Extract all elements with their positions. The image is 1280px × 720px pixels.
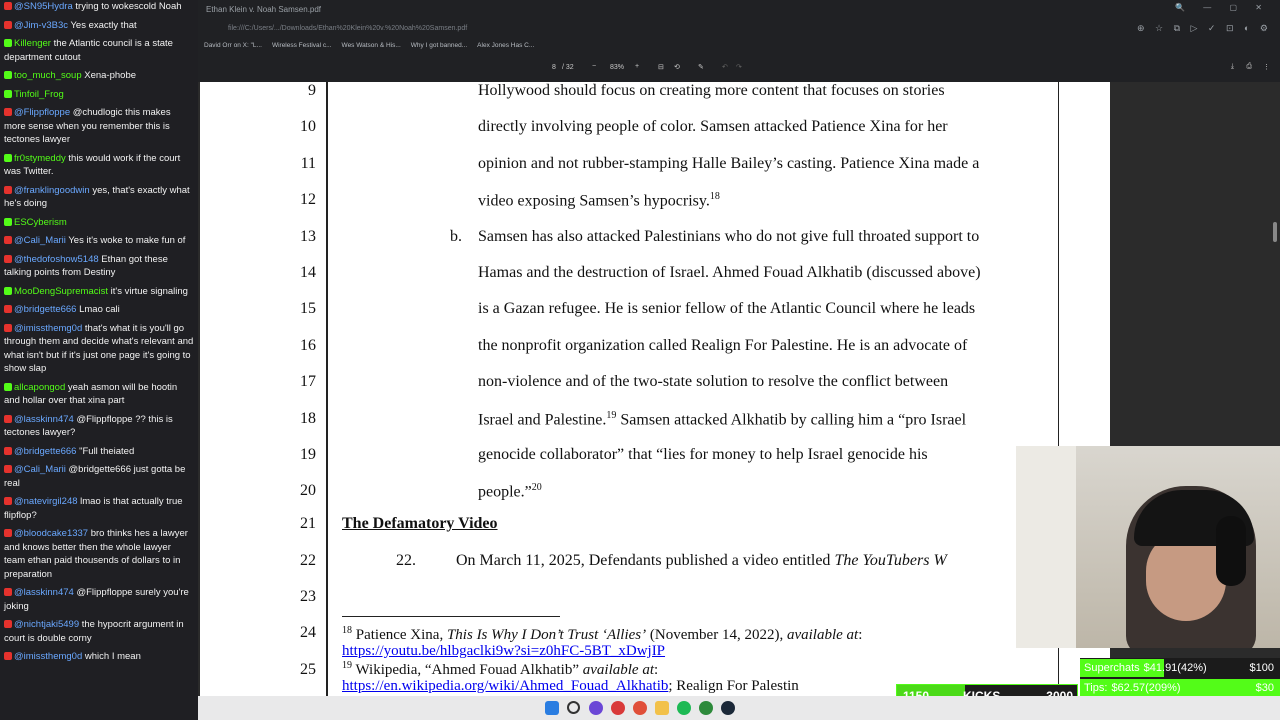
line-text: video exposing Samsen’s hypocrisy. <box>478 192 710 210</box>
page-total: / 32 <box>562 64 574 71</box>
chat-message <box>0 88 198 102</box>
line-number: 15 <box>300 300 316 318</box>
steam-icon[interactable] <box>721 701 735 715</box>
chat-username[interactable]: @imissthemg0d <box>14 322 83 334</box>
chat-username[interactable]: @nichtjaki5499 <box>14 619 80 630</box>
chat-username[interactable]: @Jim-v3B3c <box>14 19 68 31</box>
chat-text: "Full theiated <box>79 445 135 457</box>
chat-username[interactable]: too_much_soup <box>14 70 82 81</box>
chat-message <box>0 152 198 179</box>
line-number: 13 <box>300 227 316 245</box>
footnote-colon: : <box>858 627 863 643</box>
goal-value: $62.57(209%) <box>1111 682 1181 694</box>
goal-label: Superchats <box>1084 662 1140 674</box>
footnote-colon: : <box>654 662 659 678</box>
line-text-cont: Samsen attacked Alkhatib by calling him a “pro Israel <box>616 410 967 428</box>
chat-message <box>0 37 198 64</box>
kick-badge-icon <box>4 90 12 98</box>
footnote-date: (November 14, 2022), <box>649 627 784 643</box>
chat-text: Xena-phobe <box>84 70 137 81</box>
line-text: is a Gazan refugee. He is senior fellow of the Atlantic Council where he leads <box>478 300 976 318</box>
footnote-18-link[interactable]: https://youtu.be/hlbgaclki9w?si=z0hFC-5BT_xDwjIP <box>342 643 666 659</box>
footnote-continuation: ; Realign For Palestin <box>668 678 799 694</box>
chat-text: @bridgette666 just gotta be real <box>4 464 186 489</box>
kick-badge-icon <box>4 154 12 162</box>
chat-username[interactable]: MooDengSupremacist <box>14 285 108 297</box>
chat-message <box>0 618 198 645</box>
chat-message <box>0 527 198 581</box>
footnote-18 <box>342 625 862 644</box>
chat-username[interactable]: @bridgette666 <box>14 304 77 315</box>
chat-text: lmao is that actually true flipflop? <box>4 496 183 521</box>
chat-username[interactable]: @bloodcake1337 <box>14 528 89 539</box>
footnote-title: This Is Why I Don’t Trust ‘Allies’ <box>446 627 647 643</box>
app-icon-2[interactable] <box>611 701 625 715</box>
document-line <box>478 228 979 246</box>
kick-badge-icon <box>4 287 12 295</box>
pdf-page <box>200 82 1110 696</box>
document-line <box>478 373 948 391</box>
line-text: people.” <box>478 483 532 501</box>
bookmarks-bar <box>198 38 1280 54</box>
youtube-badge-icon <box>4 465 12 473</box>
chat-text: Ethan got these talking points from Destiny <box>4 253 168 278</box>
line-text: Samsen has also attacked Palestinians who do not give full throated support to <box>478 227 980 245</box>
youtube-badge-icon <box>4 652 12 660</box>
chat-message <box>0 69 198 83</box>
chat-message <box>0 381 198 408</box>
footnote-available: available at <box>582 662 654 678</box>
document-line <box>478 446 928 464</box>
document-line <box>478 337 967 355</box>
chat-text: @Flippfloppe surely you're joking <box>4 587 189 612</box>
stream-chat <box>0 0 198 720</box>
chat-message <box>0 234 198 248</box>
footnote-ref: 19 <box>606 409 617 421</box>
chat-message <box>0 106 198 147</box>
line-number: 10 <box>300 118 316 136</box>
youtube-badge-icon <box>4 21 12 29</box>
chat-username[interactable]: @lasskinn474 <box>14 413 74 425</box>
footnote-19-line2 <box>342 678 799 695</box>
goal-value: $41.91(42%) <box>1143 662 1207 674</box>
chat-text: the Atlantic council is a state department cutout <box>4 38 173 63</box>
line-number: 22 <box>300 552 316 569</box>
line-text: genocide collaborator” that “lies for money to help Israel genocide his <box>478 446 928 463</box>
chat-username[interactable]: @Cali_Marii <box>14 235 66 246</box>
chat-text: the hypocrit argument in court is double corny <box>4 619 184 644</box>
document-line <box>478 482 542 501</box>
zoom-out-button[interactable]: − <box>592 63 597 70</box>
line-number: 16 <box>300 336 316 354</box>
chat-username[interactable]: @lasskinn474 <box>14 587 74 598</box>
goal-target: $100 <box>1249 662 1274 674</box>
youtube-badge-icon <box>4 186 12 194</box>
extension-icons[interactable]: ⊕ ☆ ⧉ ▷ ✓ ⊡ ◐ ⚙ <box>1136 23 1272 33</box>
chat-text: it's virtue signaling <box>110 285 188 297</box>
paragraph-text-italic: The YouTubers W <box>834 552 947 569</box>
chat-username[interactable]: @natevirgil248 <box>14 496 78 507</box>
draw-icon[interactable]: ✎ <box>698 64 704 71</box>
scrollbar[interactable] <box>1273 222 1277 242</box>
chat-username[interactable]: @bridgette666 <box>14 445 77 457</box>
chat-message <box>0 586 198 613</box>
youtube-badge-icon <box>4 255 12 263</box>
zoom-level[interactable]: 83% <box>610 64 625 71</box>
youtube-badge-icon <box>4 324 12 332</box>
chat-message <box>0 303 198 317</box>
line-text: opinion and not rubber-stamping Halle Bailey’s casting. Patience Xina made a <box>478 154 980 172</box>
chat-text: that's what it is you'll go through them and decide what's relevant and what isn't but if it's just one page it's going to show slap <box>4 322 194 374</box>
section-heading: The Defamatory Video <box>342 515 498 532</box>
footnote-mark: 19 <box>342 660 352 671</box>
tab-bar <box>198 0 1280 20</box>
windows-start-icon[interactable] <box>545 701 559 715</box>
chat-text: Lmao cali <box>79 304 120 315</box>
chat-text: yes, that's exactly what he's doing <box>4 184 190 209</box>
line-number: 21 <box>300 515 316 532</box>
footnote-source: Wikipedia, “Ahmed Fouad Alkhatib” <box>355 662 579 678</box>
chat-username[interactable]: @Flippfloppe <box>14 107 71 118</box>
line-text: Israel and Palestine. <box>478 410 607 428</box>
line-text: Hollywood should focus on creating more content that focuses on stories <box>478 82 945 99</box>
paragraph-text-plain: On March 11, 2025, Defendants published a video entitled <box>456 552 831 569</box>
goal-label: Tips: <box>1084 682 1108 694</box>
kick-badge-icon <box>4 218 12 226</box>
chat-message <box>0 0 198 14</box>
youtube-badge-icon <box>4 588 12 596</box>
youtube-badge-icon <box>4 236 12 244</box>
line-number: 9 <box>308 82 316 99</box>
youtube-badge-icon <box>4 620 12 628</box>
chat-text: Yes it's woke to make fun of <box>68 235 186 246</box>
line-number: 25 <box>300 661 316 678</box>
line-number: 12 <box>300 191 316 209</box>
footnote-19 <box>342 660 658 679</box>
footnote-divider <box>342 616 560 617</box>
zoom-in-button[interactable]: + <box>635 63 640 70</box>
chat-message <box>0 216 198 230</box>
chat-username[interactable]: @imissthemg0d <box>14 651 83 662</box>
chat-username[interactable]: Tinfoil_Frog <box>14 88 64 100</box>
chat-text: which I mean <box>84 651 141 662</box>
chat-text: yeah asmon will be hootin and hollar over that xina part <box>4 381 178 406</box>
app-icon-1[interactable] <box>589 701 603 715</box>
kick-badge-icon <box>4 39 12 47</box>
address-text[interactable]: file:///C:/Users/.../Downloads/Ethan%20Klein%20v.%20Noah%20Samsen.pdf <box>228 25 468 32</box>
spotify-icon[interactable] <box>677 701 691 715</box>
chrome-icon[interactable] <box>633 701 647 715</box>
youtube-badge-icon <box>4 2 12 10</box>
footnote-ref: 18 <box>709 191 720 203</box>
chat-username[interactable]: Killenger <box>14 38 51 49</box>
chat-message <box>0 495 198 522</box>
chat-text: @Flippfloppe ?? this is tectones lawyer? <box>4 413 173 438</box>
more-menu-icon[interactable]: ⋮ <box>1263 64 1270 71</box>
footnote-ref: 20 <box>531 482 542 494</box>
active-tab[interactable]: Ethan Klein v. Noah Samsen.pdf <box>206 5 322 14</box>
paragraph-number: 22. <box>396 552 416 569</box>
bookmark-item[interactable]: Alex Jones Has C... <box>477 42 535 49</box>
kick-badge-icon <box>4 71 12 79</box>
chat-message <box>0 322 198 376</box>
address-bar[interactable] <box>198 20 1280 38</box>
chat-username[interactable]: ESCyberism <box>14 216 67 228</box>
line-number: 20 <box>300 482 316 500</box>
youtube-badge-icon <box>4 415 12 423</box>
document-line <box>478 82 945 100</box>
footnote-available: available at <box>786 627 859 643</box>
chat-username[interactable]: fr0stymeddy <box>14 152 66 164</box>
line-number: 17 <box>300 373 316 391</box>
goal-row <box>1080 658 1280 678</box>
margin-rule-left <box>326 82 328 696</box>
youtube-badge-icon <box>4 497 12 505</box>
line-number: 11 <box>300 154 316 172</box>
line-number: 18 <box>300 409 316 427</box>
window-controls[interactable]: 🔍 — ▢ ✕ <box>1175 3 1270 12</box>
folder-icon[interactable] <box>655 701 669 715</box>
chat-message <box>0 650 198 664</box>
bookmark-item[interactable]: Why I got banned... <box>410 42 468 49</box>
chat-text: trying to wokescold Noah <box>75 1 182 12</box>
document-line <box>478 191 720 210</box>
line-text: Hamas and the destruction of Israel. Ahmed Fouad Alkhatib (discussed above) <box>478 264 981 281</box>
chat-message <box>0 253 198 280</box>
chat-message <box>0 19 198 33</box>
fit-page-icon[interactable]: ⊟ <box>658 64 664 71</box>
chat-message <box>0 463 198 490</box>
youtube-badge-icon <box>4 529 12 537</box>
chat-text: bro thinks hes a lawyer and knows better then the whole lawyer team ethan paid thousends of dollars to in preparation <box>4 528 188 580</box>
taskbar <box>198 696 1280 720</box>
footnote-mark: 18 <box>342 625 352 636</box>
document-line <box>478 300 975 318</box>
line-number: 23 <box>300 588 316 605</box>
chat-username[interactable]: allcapongod <box>14 381 66 393</box>
goal-row <box>1080 678 1280 698</box>
redo-icon[interactable]: ↷ <box>736 64 742 71</box>
footnote-19-link[interactable]: https://en.wikipedia.org/wiki/Ahmed_Fouad_Alkhatib <box>342 678 669 694</box>
document-line <box>478 410 966 429</box>
goal-target: $30 <box>1255 682 1274 694</box>
chat-text: Yes exactly that <box>70 19 137 31</box>
browser-chrome <box>198 0 1280 82</box>
footnote-author: Patience Xina, <box>355 627 444 643</box>
line-number: 24 <box>300 624 316 641</box>
bookmark-item[interactable]: David Orr on X: "L... <box>204 42 262 49</box>
bookmark-item[interactable]: Wireless Festival c... <box>271 42 332 49</box>
print-icon[interactable]: ⎙ <box>1246 63 1252 70</box>
document-line <box>478 264 981 282</box>
xbox-icon[interactable] <box>699 701 713 715</box>
headset <box>1216 516 1246 586</box>
webcam-feed <box>1016 446 1280 648</box>
window-light <box>1016 446 1076 648</box>
chat-username[interactable]: @SN95Hydra <box>14 1 73 12</box>
chat-text: this would work if the court was Twitter. <box>4 152 181 177</box>
document-line <box>478 118 948 136</box>
line-text: non-violence and of the two-state solution to resolve the conflict between <box>478 373 949 391</box>
undo-icon[interactable]: ↶ <box>722 64 728 71</box>
rotate-icon[interactable]: ⟲ <box>674 64 680 71</box>
youtube-badge-icon <box>4 447 12 455</box>
line-number: 14 <box>300 264 316 281</box>
chat-message <box>0 285 198 299</box>
bookmark-item[interactable]: Wes Watson & His... <box>341 42 401 49</box>
chat-message <box>0 413 198 440</box>
line-text: the nonprofit organization called Realign For Palestine. He is an advocate of <box>478 336 968 354</box>
chat-username[interactable]: @Cali_Marii <box>14 464 66 475</box>
line-text: directly involving people of color. Samsen attacked Patience Xina for her <box>478 118 948 136</box>
download-icon[interactable]: ⤓ <box>1230 63 1234 70</box>
paragraph-text <box>456 552 947 570</box>
chat-message <box>0 184 198 211</box>
kick-badge-icon <box>4 383 12 391</box>
page-number-input[interactable]: 8 <box>552 64 556 71</box>
youtube-badge-icon <box>4 108 12 116</box>
youtube-badge-icon <box>4 305 12 313</box>
document-line <box>478 155 979 173</box>
list-label: b. <box>450 227 462 245</box>
chat-username[interactable]: @franklingoodwin <box>14 184 90 196</box>
pdf-toolbar <box>198 58 1280 80</box>
chat-text: @chudlogic this makes more sense when you remember this is tectones lawyer <box>4 107 171 145</box>
search-icon[interactable] <box>567 701 580 714</box>
chat-message <box>0 445 198 459</box>
line-number: 19 <box>300 446 316 463</box>
chat-username[interactable]: @thedofoshow5148 <box>14 253 99 265</box>
